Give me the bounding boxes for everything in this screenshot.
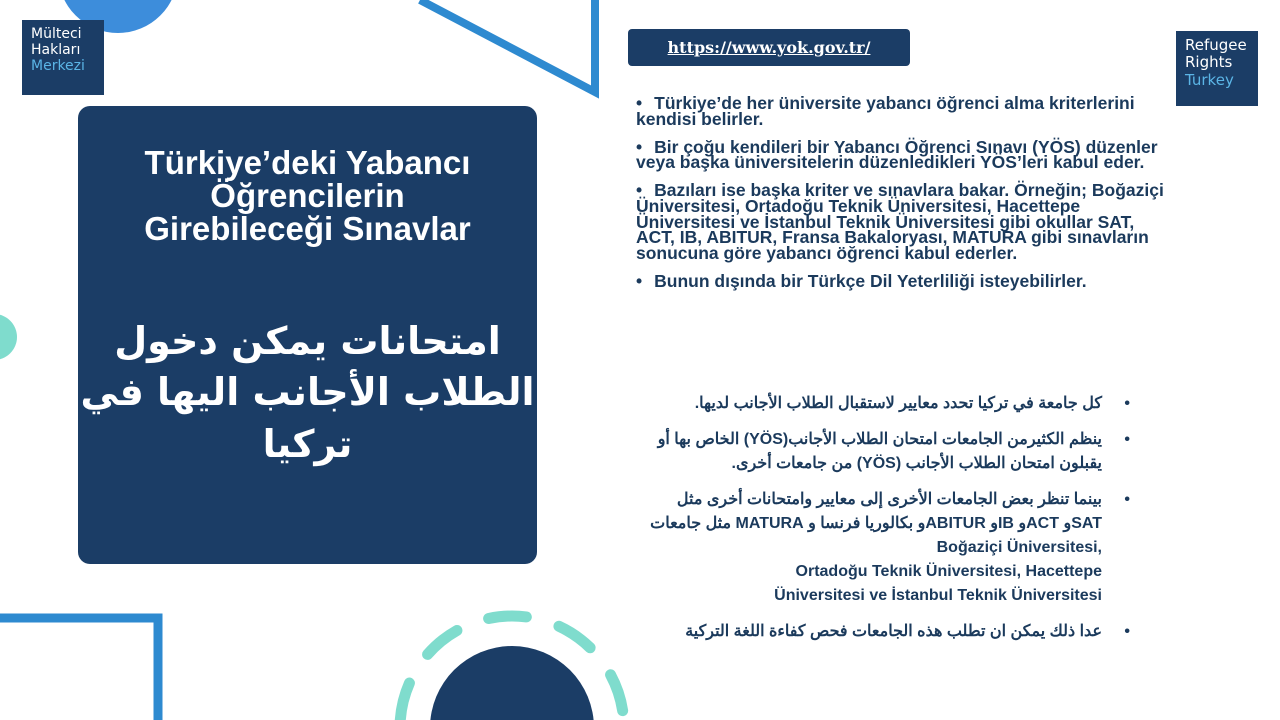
title-line: تركيا bbox=[262, 421, 353, 466]
bullet-text: Bir çoğu kendileri bir Yabancı Öğrenci Sınavı (YÖS) düzenler veya başka üniversitelerin düzenledikleri YÖS’leri kabul eder. bbox=[636, 136, 1158, 173]
bullet-icon: • bbox=[636, 136, 643, 157]
logo-line: Mülteci bbox=[31, 26, 82, 42]
title-line: الطلاب الأجانب اليها في bbox=[80, 370, 535, 415]
yok-website-link[interactable]: https://www.yok.gov.tr/ bbox=[667, 38, 871, 57]
turkish-title bbox=[78, 146, 537, 245]
list-item bbox=[640, 392, 1130, 416]
blue-corner-frame-decoration bbox=[0, 618, 158, 720]
title-panel bbox=[78, 106, 537, 564]
list-item bbox=[636, 270, 1176, 291]
list-item bbox=[640, 488, 1130, 608]
bullet-icon: • bbox=[636, 93, 643, 113]
bullet-text: Bunun dışında bir Türkçe Dil Yeterliliği isteyebilirler. bbox=[654, 270, 1087, 291]
bullet-text-line: Üniversitesi ve İstanbul Teknik Üniversitesi bbox=[774, 587, 1102, 604]
list-item bbox=[636, 180, 1176, 263]
bullet-icon: • bbox=[1124, 491, 1130, 508]
navy-circle-decoration bbox=[430, 646, 594, 720]
bullet-icon: • bbox=[636, 180, 643, 200]
arabic-bullet-list bbox=[640, 392, 1130, 656]
logo-line: Rights bbox=[1185, 53, 1233, 72]
list-item bbox=[636, 136, 1176, 173]
arabic-title bbox=[78, 316, 537, 470]
bullet-text: ينظم الكثيرمن الجامعات امتحان الطلاب الأجانب(YÖS) الخاص بها أو يقبلون امتحان الطلاب الأجانب (YÖS) من جامعات أخرى. bbox=[657, 431, 1102, 472]
list-item bbox=[636, 93, 1176, 129]
title-line: Girebileceği Sınavlar bbox=[144, 210, 471, 247]
logo-line: Refugee bbox=[1185, 36, 1247, 54]
url-banner bbox=[628, 29, 910, 66]
bullet-text: بينما تنظر بعض الجامعات الأخرى إلى معايير وامتحانات أخرى مثل SATو ACTو IBو ABITURو بكالوريا فرنسا و MATURA مثل جامعات bbox=[650, 491, 1102, 532]
title-line: Türkiye’deki Yabancı bbox=[144, 144, 471, 181]
bullet-text: Türkiye’de her üniversite yabancı öğrenci alma kriterlerini kendisi belirler. bbox=[636, 93, 1135, 129]
logo-line: Merkezi bbox=[31, 58, 85, 75]
list-item bbox=[640, 620, 1130, 644]
turkish-bullet-list bbox=[636, 93, 1176, 302]
bullet-icon: • bbox=[1124, 395, 1130, 412]
multeci-haklari-merkezi-logo bbox=[22, 20, 104, 95]
bullet-text: Bazıları ise başka kriter ve sınavlara bakar. Örneğin; Boğaziçi Üniversitesi, Ortadoğu Teknik Üniversitesi, Hacettepe Üniversitesi ve İstanbul Teknik Üniversitesi gibi okullar SAT, ACT, IB, ABITUR, Fransa Bakaloryası, MATURA gibi sınavların sonucuna göre yabancı öğrenci kabul ederler. bbox=[636, 180, 1164, 263]
title-line: Öğrencilerin bbox=[210, 177, 405, 214]
logo-line: Hakları bbox=[31, 42, 81, 59]
bullet-icon: • bbox=[1124, 623, 1130, 640]
blue-triangle-decoration bbox=[420, 0, 595, 92]
refugee-rights-turkey-logo bbox=[1176, 31, 1258, 106]
bullet-text: كل جامعة في تركيا تحدد معايير لاستقبال الطلاب الأجانب لديها. bbox=[694, 395, 1102, 412]
bullet-text-line: Boğaziçi Üniversitesi, bbox=[936, 539, 1102, 556]
title-line: امتحانات يمكن دخول bbox=[114, 319, 501, 363]
teal-half-circle-decoration bbox=[0, 314, 17, 360]
list-item bbox=[640, 428, 1130, 476]
logo-line: Turkey bbox=[1185, 70, 1234, 89]
bullet-text: عدا ذلك يمكن ان تطلب هذه الجامعات فحص كفاءة اللغة التركية bbox=[685, 623, 1102, 640]
bullet-text-line: Ortadoğu Teknik Üniversitesi, Hacettepe bbox=[795, 563, 1102, 580]
bullet-icon: • bbox=[636, 270, 643, 291]
bullet-icon: • bbox=[1124, 431, 1130, 448]
